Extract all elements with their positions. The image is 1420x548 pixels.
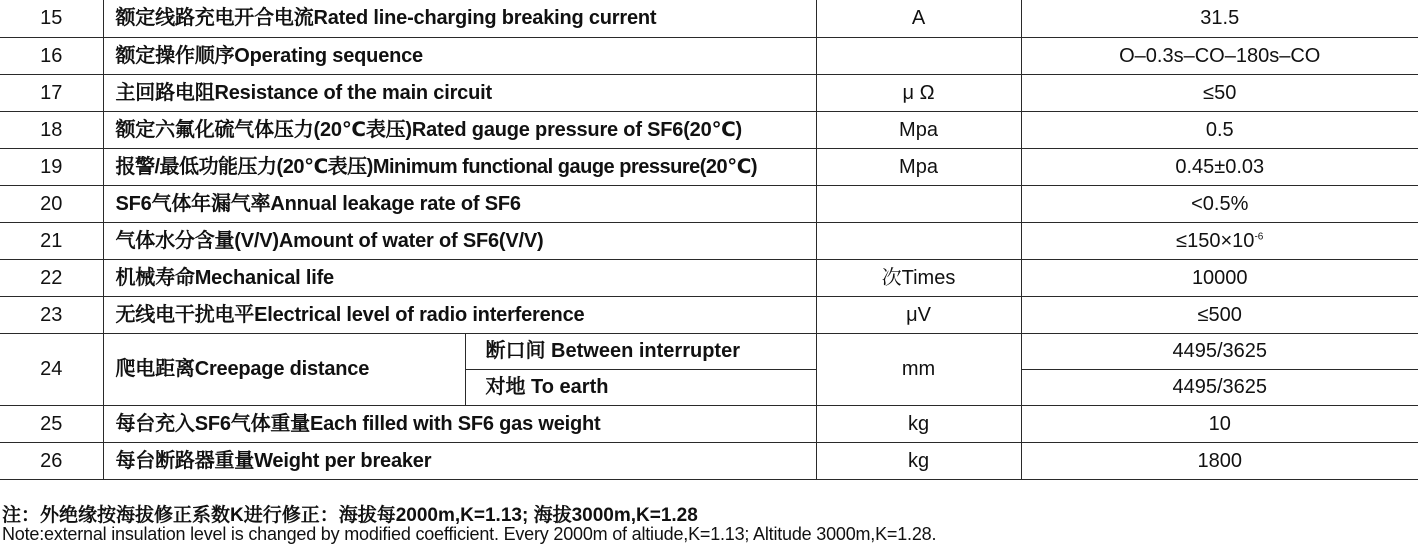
unit-cell: A [816,0,1021,37]
value-cell: 4495/3625 [1021,333,1418,369]
unit-cell: μ Ω [816,74,1021,111]
parameter-name: 额定操作顺序Operating sequence [103,37,816,74]
table-row [0,74,1418,111]
note-english: Note:external insulation level is changed by modified coefficient. Every 2000m of altiude,K=1.13; Altitude 3000m,K=1.28. [2,524,937,544]
parameter-name: 无线电干扰电平Electrical level of radio interference [103,296,816,333]
unit-cell: Mpa [816,111,1021,148]
table-row [0,296,1418,333]
value-cell: 4495/3625 [1021,369,1418,405]
value-text: ≤150×10 [1176,229,1255,252]
table-row [0,222,1418,259]
row-number: 17 [0,74,103,111]
parameter-name: 额定六氟化硫气体压力(20℃表压)Rated gauge pressure of SF6(20℃) [103,111,816,148]
table-row [0,185,1418,222]
row-number: 26 [0,442,103,479]
row-number: 16 [0,37,103,74]
unit-cell: kg [816,442,1021,479]
parameter-name: SF6气体年漏气率Annual leakage rate of SF6 [103,185,816,222]
row-number: 25 [0,405,103,442]
sub-parameter-name: 断口间 Between interrupter [465,333,816,369]
parameter-name: 报警/最低功能压力(20℃表压)Minimum functional gauge pressure(20℃) [103,148,816,185]
value-cell: 0.45±0.03 [1021,148,1418,185]
parameter-name: 额定线路充电开合电流Rated line-charging breaking current [103,0,816,37]
note-chinese: 注：外绝缘按海拔修正系数K进行修正：海拔每2000m,K=1.13; 海拔3000m,K=1.28 [2,505,698,526]
value-cell: 31.5 [1021,0,1418,37]
parameter-name: 每台充入SF6气体重量Each filled with SF6 gas weight [103,405,816,442]
parameter-name: 机械寿命Mechanical life [103,259,816,296]
unit-cell [816,37,1021,74]
value-cell: O–0.3s–CO–180s–CO [1021,37,1418,74]
table-row [0,0,1418,37]
unit-cell: 次Times [816,259,1021,296]
value-cell: 10000 [1021,259,1418,296]
row-number: 18 [0,111,103,148]
value-cell: <0.5% [1021,185,1418,222]
value-cell: ≤50 [1021,74,1418,111]
table-row [0,442,1418,479]
unit-cell: Mpa [816,148,1021,185]
table-row [0,405,1418,442]
table-row [0,37,1418,74]
table-row [0,259,1418,296]
row-number: 22 [0,259,103,296]
parameter-name: 气体水分含量(V/V)Amount of water of SF6(V/V) [103,222,816,259]
unit-cell: mm [816,333,1021,405]
value-exponent: -6 [1254,230,1264,242]
value-cell: 0.5 [1021,111,1418,148]
value-cell [1021,222,1418,259]
row-number: 20 [0,185,103,222]
parameter-name: 每台断路器重量Weight per breaker [103,442,816,479]
value-cell: ≤500 [1021,296,1418,333]
row-number: 23 [0,296,103,333]
value-cell: 10 [1021,405,1418,442]
unit-cell: kg [816,405,1021,442]
row-number: 21 [0,222,103,259]
table-row [0,148,1418,185]
row-number: 19 [0,148,103,185]
value-cell: 1800 [1021,442,1418,479]
row-number: 24 [0,333,103,405]
table-row [0,333,1418,369]
row-number: 15 [0,0,103,37]
sub-parameter-name: 对地 To earth [465,369,816,405]
table-row [0,111,1418,148]
unit-cell [816,222,1021,259]
parameter-name: 爬电距离Creepage distance [103,333,465,405]
unit-cell: μV [816,296,1021,333]
unit-cell [816,185,1021,222]
parameter-name: 主回路电阻Resistance of the main circuit [103,74,816,111]
